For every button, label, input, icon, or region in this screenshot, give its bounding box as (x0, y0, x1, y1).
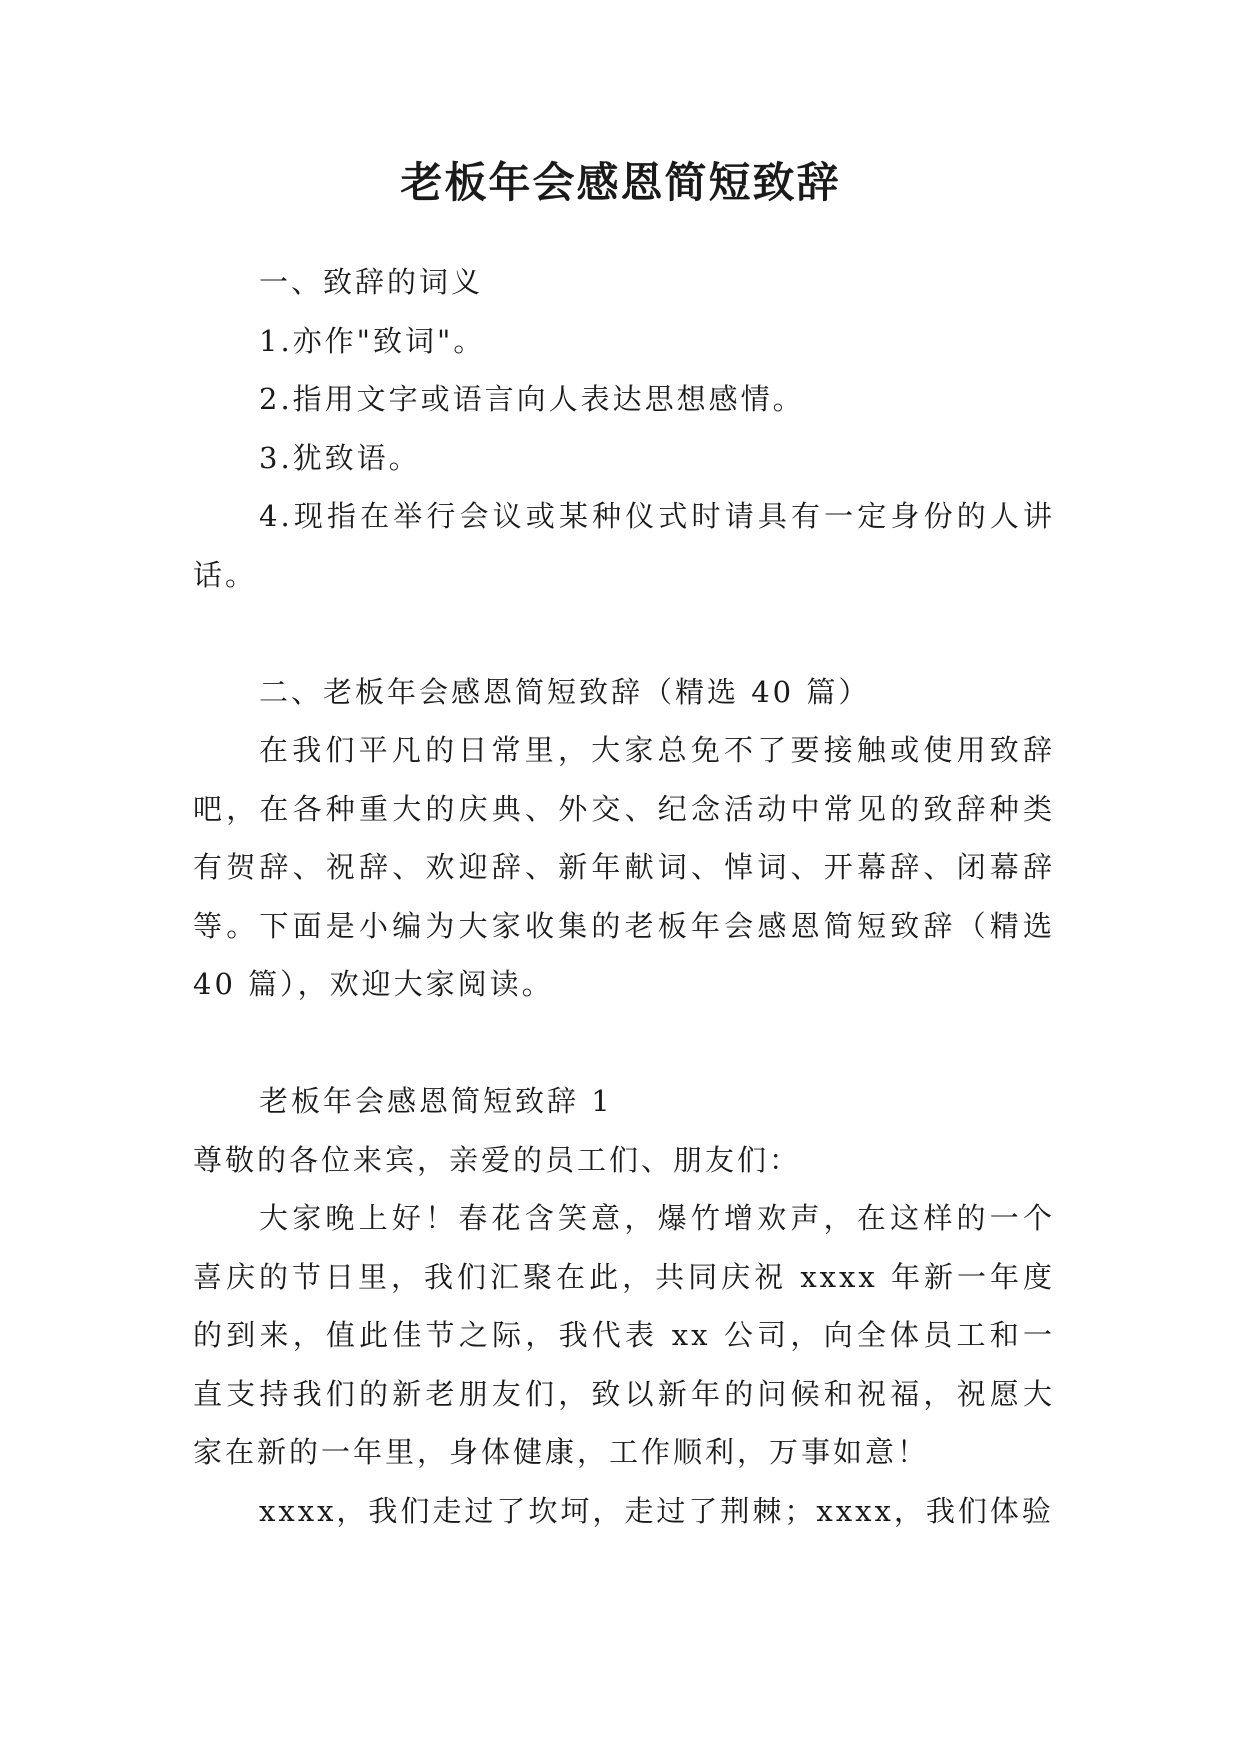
section2-heading: 二、老板年会感恩简短致辞（精选 40 篇） (259, 674, 871, 709)
speech1-paragraph-1: 大家晚上好！春花含笑意，爆竹增欢声，在这样的一个喜庆的节日里，我们汇聚在此，共同庆祝 xxxx 年新一年度的到来，值此佳节之际，我代表 xx 公司，向全体员工和一直支持我们的新老朋友们，致以新年的问候和祝福，祝愿大家在新的一年里，身体健康，工作顺利，万事如意！ (193, 1201, 1055, 1469)
page-title: 老板年会感恩简短致辞 (400, 158, 841, 207)
document-body (193, 253, 1055, 1540)
speech1-heading: 老板年会感恩简短致辞 1 (259, 1084, 613, 1118)
definition-item-3: 3.犹致语。 (259, 440, 421, 475)
section2-intro: 在我们平凡的日常里，大家总免不了要接触或使用致辞吧，在各种重大的庆典、外交、纪念活动中常见的致辞种类有贺辞、祝辞、欢迎辞、新年献词、悼词、开幕辞、闭幕辞等。下面是小编为大家收集的老板年会感恩简短致辞（精选 40 篇），欢迎大家阅读。 (193, 733, 1055, 1001)
speech1-salutation: 尊敬的各位来宾，亲爱的员工们、朋友们： (193, 1142, 802, 1177)
speech1-paragraph-2: xxxx，我们走过了坎坷，走过了荆棘；xxxx，我们体验 (259, 1493, 1054, 1528)
definition-item-4: 4.现指在举行会议或某种仪式时请具有一定身份的人讲话。 (193, 499, 1055, 592)
definition-item-1: 1.亦作"致词"。 (259, 323, 486, 358)
section1-heading: 一、致辞的词义 (259, 265, 484, 299)
section-spacer (193, 1014, 1055, 1073)
section-spacer (193, 604, 1055, 663)
definition-item-2: 2.指用文字或语言向人表达思想感情。 (259, 382, 805, 416)
